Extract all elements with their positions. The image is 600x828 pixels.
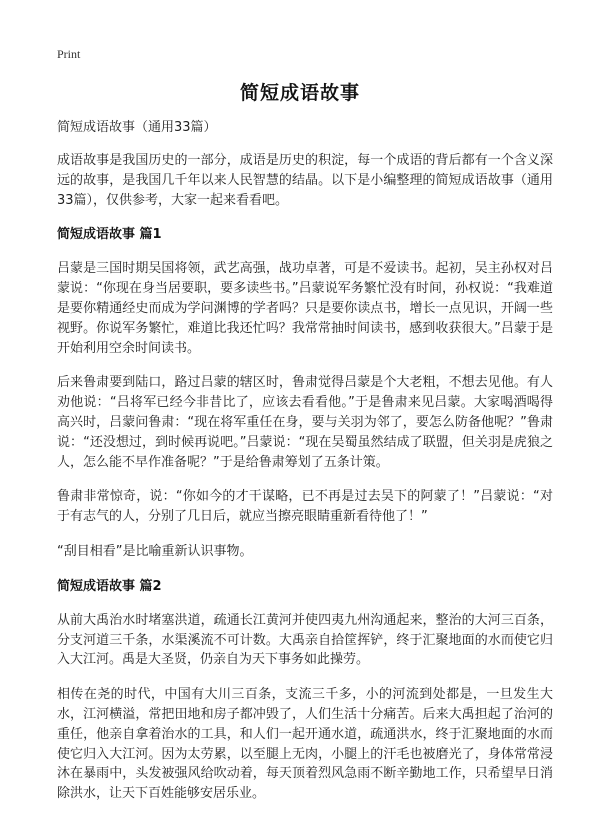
print-link[interactable]: Print — [57, 47, 81, 61]
paragraph: 相传在尧的时代，中国有大川三百条，支流三千多，小的河流到处都是，一旦发生大水，江河横溢，常把田地和房子都冲毁了，人们生活十分痛苦。后来大禹担起了治河的重任，他亲自拿着治水的工具，和人们一起开通水道，疏通洪水，终于汇聚地面的水而使它归入大江河。因为太劳累，以至腿上无肉，小腿上的汗毛也被磨光了，身体常常浸沐在暴雨中，头发被强风给吹动着，每天顶着烈风急雨不断辛勤地工作，只希望早日消除洪水，让天下百姓能够安居乐业。 — [57, 687, 553, 802]
paragraph: 后来鲁肃要到陆口，路过吕蒙的辖区时，鲁肃觉得吕蒙是个大老粗，不想去见他。有人劝他说：“吕将军已经今非昔比了，应该去看看他。”于是鲁肃来见吕蒙。大家喝酒喝得高兴时，吕蒙问鲁肃：“现在将军重任在身，要与关羽为邻了，要怎么防备他呢？”鲁肃说：“还没想过，到时候再说吧。”吕蒙说：“现在吴蜀虽然结成了联盟，但关羽是虎狼之人，怎么能不早作准备呢？”于是给鲁肃筹划了五条计策。 — [57, 375, 553, 470]
paragraph: “刮目相看”是比喻重新认识事物。 — [57, 543, 253, 559]
section-heading: 简短成语故事 篇1 — [57, 227, 162, 243]
document-title: 简短成语故事 — [239, 82, 360, 104]
paragraph: 吕蒙是三国时期吴国将领，武艺高强，战功卓著，可是不爱读书。起初，吴主孙权对吕蒙说：“你现在身当居要职，要多读些书。”吕蒙说军务繁忙没有时间，孙权说：“我难道是要你精通经史而成为学问渊博的学者吗？只是要你读点书，增长一点见识，开阔一些视野。你说军务繁忙，难道比我还忙吗？我常常抽时间读书，感到收获很大。”吕蒙于是开始利用空余时间读书。 — [57, 261, 553, 356]
intro-paragraph: 成语故事是我国历史的一部分，成语是历史的积淀，每一个成语的背后都有一个含义深远的故事，是我国几千年以来人民智慧的结晶。以下是小编整理的简短成语故事（通用33篇），仅供参考，大家一起来看看吧。 — [57, 153, 553, 208]
section-heading: 简短成语故事 篇2 — [57, 578, 162, 594]
document-body — [57, 118, 553, 819]
paragraph: 鲁肃非常惊奇，说：“你如今的才干谋略，已不再是过去吴下的阿蒙了！”吕蒙说：“对于有志气的人，分别了几日后，就应当擦亮眼睛重新看待他了！” — [57, 489, 553, 525]
paragraph: 从前大禹治水时堵塞洪道，疏通长江黄河并使四夷九州沟通起来，整治的大河三百条，分支河道三千条，水渠溪流不可计数。大禹亲自拾筐挥铲，终于汇聚地面的水而使它归入大江河。禹是大圣贤，仍亲自为天下事务如此操劳。 — [57, 612, 553, 668]
document-subtitle: 简短成语故事（通用33篇） — [57, 120, 217, 135]
